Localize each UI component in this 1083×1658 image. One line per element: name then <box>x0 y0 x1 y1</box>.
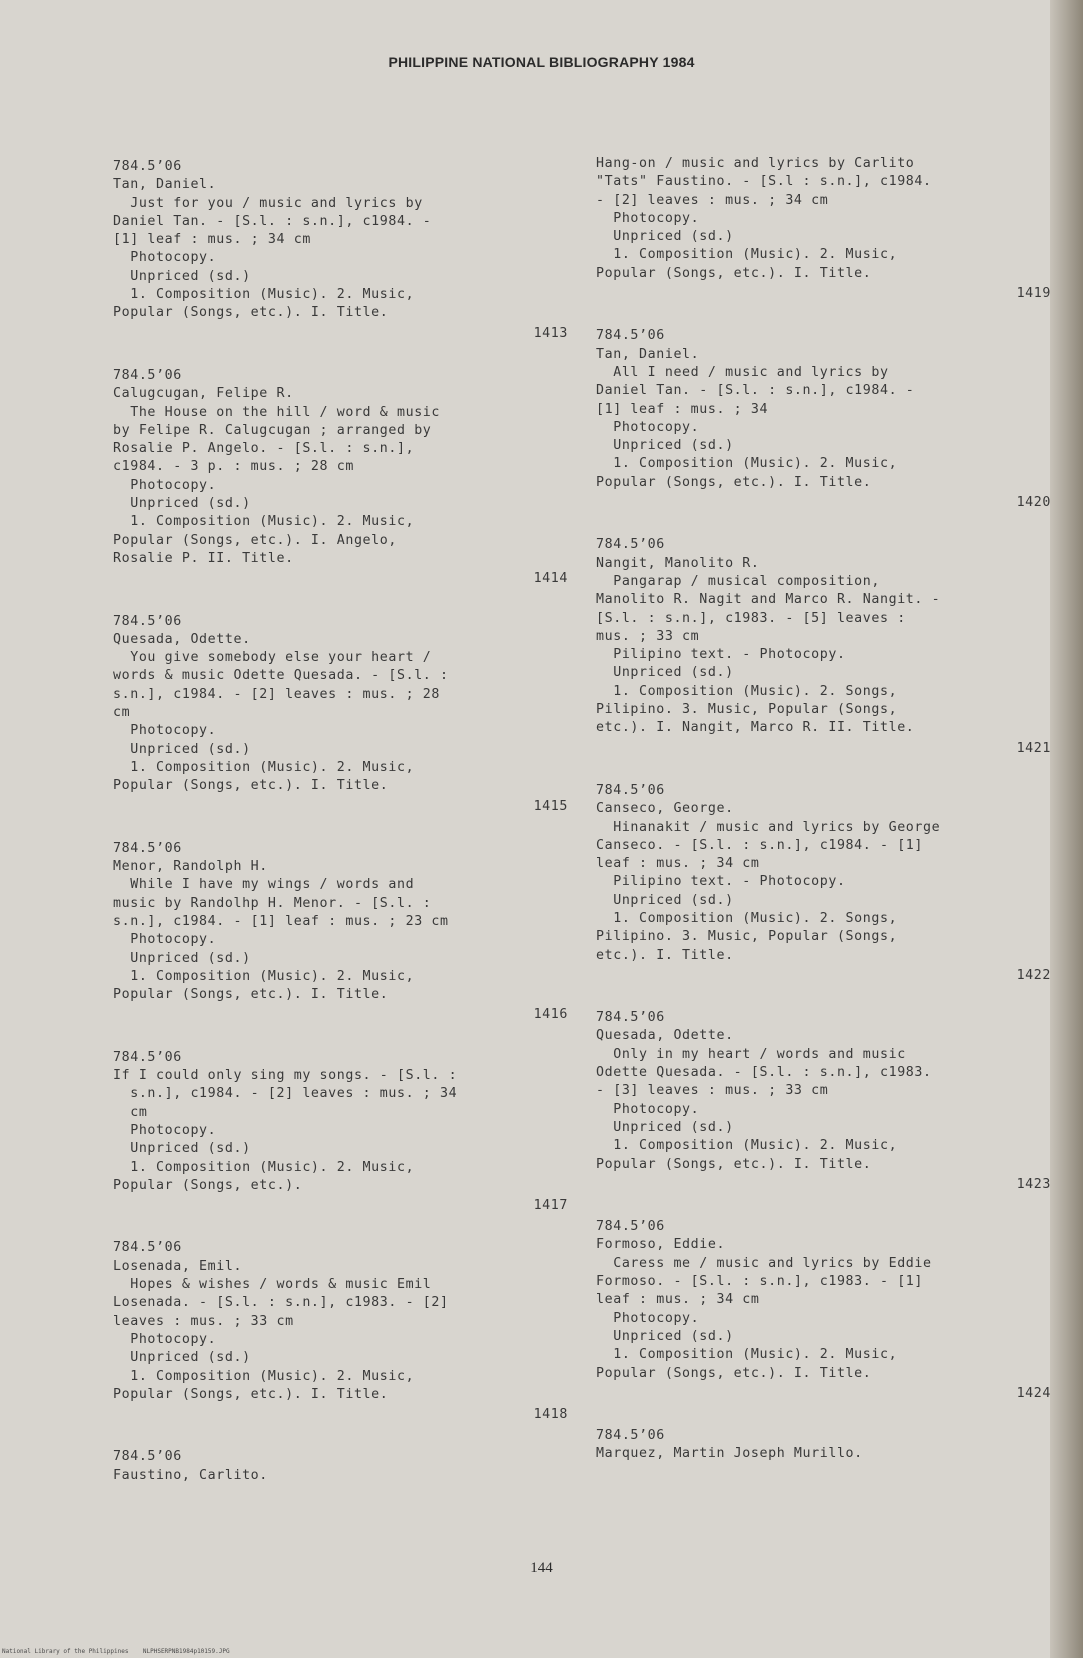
entry-line: Photocopy. <box>113 250 217 266</box>
entry-line: Photocopy. <box>113 932 217 948</box>
entry-line: - [3] leaves : mus. ; 33 cm <box>596 1083 829 1099</box>
bibliography-entry <box>113 1049 568 1216</box>
entry-line: Only in my heart / words and music <box>596 1046 906 1062</box>
bibliography-entry <box>113 367 568 589</box>
entry-line: Unpriced (sd.) <box>113 950 251 966</box>
entry-line: You give somebody else your heart / <box>113 650 432 666</box>
entry-line: 784.5’06 <box>596 537 665 553</box>
entry-line: Daniel Tan. - [S.l. : s.n.], c1984. - <box>596 383 915 399</box>
entry-line: Rosalie P. Angelo. - [S.l. : s.n.], <box>113 441 415 457</box>
entry-number: 1414 <box>533 571 568 587</box>
entry-number: 1422 <box>1016 967 1051 983</box>
entry-line: s.n.], c1984. - [2] leaves : mus. ; 34 <box>113 1086 458 1102</box>
entry-line: leaves : mus. ; 33 cm <box>113 1313 294 1329</box>
entry-line: 784.5’06 <box>596 328 665 344</box>
entry-line: etc.). I. Title. <box>596 947 734 963</box>
bibliography-entry <box>113 158 568 343</box>
entry-line: 1. Composition (Music). 2. Music, <box>596 456 898 472</box>
entry-line: Tan, Daniel. <box>113 177 217 193</box>
entry-line: 1. Composition (Music). 2. Music, <box>596 1347 898 1363</box>
page-edge-shadow <box>1050 0 1083 1658</box>
entry-number: 1421 <box>1016 740 1051 756</box>
entry-line: Marquez, Martin Joseph Murillo. <box>596 1446 863 1462</box>
entry-line: Losenada, Emil. <box>113 1258 243 1274</box>
entry-line: While I have my wings / words and <box>113 877 415 893</box>
entry-line: Photocopy. <box>596 419 700 435</box>
entry-number: 1417 <box>533 1198 568 1214</box>
entry-line: Formoso, Eddie. <box>596 1237 726 1253</box>
entry-line: Canseco, George. <box>596 801 734 817</box>
entry-line: cm <box>113 1104 148 1120</box>
entry-line: Popular (Songs, etc.). I. Title. <box>596 1156 872 1172</box>
entry-line: by Felipe R. Calugcugan ; arranged by <box>113 422 432 438</box>
entry-line: Unpriced (sd.) <box>113 268 251 284</box>
entry-line: Menor, Randolph H. <box>113 859 268 875</box>
entry-line: "Tats" Faustino. - [S.l : s.n.], c1984. <box>596 174 932 190</box>
entry-line: The House on the hill / word & music <box>113 404 441 420</box>
entry-line: Rosalie P. II. Title. <box>113 550 294 566</box>
entry-line: Popular (Songs, etc.). <box>113 1177 303 1193</box>
entry-line: Faustino, Carlito. <box>113 1467 268 1483</box>
entry-line: s.n.], c1984. - [2] leaves : mus. ; 28 <box>113 686 441 702</box>
entry-line: 784.5’06 <box>596 1428 665 1444</box>
entry-line: 784.5’06 <box>596 1219 665 1235</box>
entry-line: Pangarap / musical composition, <box>596 573 880 589</box>
bibliography-entry <box>113 613 568 816</box>
entry-line: 1. Composition (Music). 2. Music, <box>113 968 415 984</box>
entry-line: c1984. - 3 p. : mus. ; 28 cm <box>113 459 354 475</box>
entry-line: Unpriced (sd.) <box>113 496 251 512</box>
entry-line: Popular (Songs, etc.). I. Title. <box>596 474 872 490</box>
entry-line: 784.5’06 <box>113 613 182 629</box>
entry-line: 784.5’06 <box>113 1049 182 1065</box>
entry-line: Photocopy. <box>113 1122 217 1138</box>
entry-number: 1413 <box>533 325 568 341</box>
entry-line: Photocopy. <box>596 210 700 226</box>
entry-line: [1] leaf : mus. ; 34 <box>596 401 769 417</box>
entry-line: Pilipino text. - Photocopy. <box>596 647 846 663</box>
entry-line: leaf : mus. ; 34 cm <box>596 856 760 872</box>
entry-line: Canseco. - [S.l. : s.n.], c1984. - [1] <box>596 837 924 853</box>
entry-line: 784.5’06 <box>596 782 665 798</box>
entry-line: Photocopy. <box>596 1101 700 1117</box>
entry-line: Popular (Songs, etc.). I. Title. <box>113 778 389 794</box>
entry-line: Popular (Songs, etc.). I. Angelo, <box>113 532 397 548</box>
entry-line: Tan, Daniel. <box>596 346 700 362</box>
page-header-title: PHILIPPINE NATIONAL BIBLIOGRAPHY 1984 <box>388 54 695 70</box>
entry-line: 784.5’06 <box>113 367 182 383</box>
entry-line: 1. Composition (Music). 2. Music, <box>113 287 415 303</box>
bibliography-entry <box>596 327 1051 512</box>
entry-number <box>596 1466 1051 1484</box>
entry-line: 784.5’06 <box>113 1240 182 1256</box>
entry-line: Losenada. - [S.l. : s.n.], c1983. - [2] <box>113 1295 449 1311</box>
bibliography-entry <box>113 1448 568 1505</box>
entry-line: Popular (Songs, etc.). I. Title. <box>113 987 389 1003</box>
entry-line: Unpriced (sd.) <box>596 438 734 454</box>
entry-line: Photocopy. <box>596 1310 700 1326</box>
entry-number: 1424 <box>1016 1385 1051 1401</box>
bibliography-entry <box>113 840 568 1025</box>
bibliography-entry <box>113 1239 568 1424</box>
page-number: 144 <box>530 1560 553 1576</box>
entry-line: [1] leaf : mus. ; 34 cm <box>113 232 311 248</box>
bibliography-entry <box>596 782 1051 985</box>
entry-line: Manolito R. Nagit and Marco R. Nangit. - <box>596 592 941 608</box>
entry-line: Unpriced (sd.) <box>596 1119 734 1135</box>
bibliography-entry <box>596 1218 1051 1403</box>
entry-line: 1. Composition (Music). 2. Songs, <box>596 683 898 699</box>
entry-number <box>113 1487 568 1505</box>
entry-line: Daniel Tan. - [S.l. : s.n.], c1984. - <box>113 213 432 229</box>
entry-line: 784.5’06 <box>113 840 182 856</box>
entry-line: Photocopy. <box>113 723 217 739</box>
entry-line: cm <box>113 705 131 721</box>
scan-caption: National Library of the Philippines NLPHSERPNB1984p10159.JPG <box>2 1648 230 1655</box>
entry-line: Popular (Songs, etc.). I. Title. <box>596 265 872 281</box>
entry-line: Formoso. - [S.l. : s.n.], c1983. - [1] <box>596 1274 924 1290</box>
entry-line: - [2] leaves : mus. ; 34 cm <box>596 192 829 208</box>
entry-line: 1. Composition (Music). 2. Music, <box>113 1159 415 1175</box>
entry-number: 1423 <box>1016 1176 1051 1192</box>
right-column <box>596 155 1051 1508</box>
entry-line: Odette Quesada. - [S.l. : s.n.], c1983. <box>596 1065 932 1081</box>
left-column <box>113 158 568 1529</box>
entry-line: 784.5’06 <box>113 159 182 174</box>
entry-line: words & music Odette Quesada. - [S.l. : <box>113 668 449 684</box>
entry-line: Popular (Songs, etc.). I. Title. <box>113 1386 389 1402</box>
bibliography-entry <box>596 1427 1051 1484</box>
entry-line: Pilipino. 3. Music, Popular (Songs, <box>596 702 898 718</box>
entry-line: Popular (Songs, etc.). I. Title. <box>596 1365 872 1381</box>
entry-line: 1. Composition (Music). 2. Music, <box>113 1368 415 1384</box>
entry-line: Hinanakit / music and lyrics by George <box>596 819 941 835</box>
entry-line: etc.). I. Nangit, Marco R. II. Title. <box>596 720 915 736</box>
entry-line: Unpriced (sd.) <box>113 1350 251 1366</box>
entry-line: leaf : mus. ; 34 cm <box>596 1292 760 1308</box>
entry-number: 1418 <box>533 1407 568 1423</box>
entry-line: Popular (Songs, etc.). I. Title. <box>113 305 389 321</box>
entry-line: Unpriced (sd.) <box>596 229 734 245</box>
entry-line: Unpriced (sd.) <box>113 1141 251 1157</box>
entry-line: [S.l. : s.n.], c1983. - [5] leaves : <box>596 610 906 626</box>
entry-line: Unpriced (sd.) <box>596 1328 734 1344</box>
entry-line: s.n.], c1984. - [1] leaf : mus. ; 23 cm <box>113 913 449 929</box>
entry-line: 784.5’06 <box>596 1010 665 1026</box>
entry-number: 1416 <box>533 1007 568 1023</box>
entry-line: Hopes & wishes / words & music Emil <box>113 1277 432 1293</box>
entry-line: mus. ; 33 cm <box>596 628 700 644</box>
entry-line: 1. Composition (Music). 2. Music, <box>113 514 415 530</box>
entry-line: Calugcugan, Felipe R. <box>113 386 294 402</box>
entry-line: All I need / music and lyrics by <box>596 364 889 380</box>
entry-line: Hang-on / music and lyrics by Carlito <box>596 156 915 171</box>
entry-line: Pilipino. 3. Music, Popular (Songs, <box>596 929 898 945</box>
entry-line: Pilipino text. - Photocopy. <box>596 874 846 890</box>
entry-line: Quesada, Odette. <box>596 1028 734 1044</box>
bibliography-entry <box>596 1009 1051 1194</box>
entry-line: 1. Composition (Music). 2. Music, <box>596 247 898 263</box>
entry-line: Photocopy. <box>113 1331 217 1347</box>
entry-number: 1419 <box>1016 286 1051 302</box>
entry-line: music by Randolhp H. Menor. - [S.l. : <box>113 895 432 911</box>
bibliography-entry <box>596 536 1051 758</box>
entry-line: Quesada, Odette. <box>113 631 251 647</box>
entry-line: 1. Composition (Music). 2. Music, <box>596 1138 898 1154</box>
entry-line: Just for you / music and lyrics by <box>113 195 423 211</box>
entry-line: If I could only sing my songs. - [S.l. : <box>113 1068 458 1084</box>
entry-line: 784.5’06 <box>113 1449 182 1465</box>
entry-line: Unpriced (sd.) <box>596 665 734 681</box>
entry-line: Caress me / music and lyrics by Eddie <box>596 1255 932 1271</box>
entry-line: Unpriced (sd.) <box>113 741 251 757</box>
entry-number: 1420 <box>1016 495 1051 511</box>
entry-line: Photocopy. <box>113 477 217 493</box>
entry-line: 1. Composition (Music). 2. Music, <box>113 759 415 775</box>
entry-number: 1415 <box>533 798 568 814</box>
entry-line: 1. Composition (Music). 2. Songs, <box>596 910 898 926</box>
entry-line: Unpriced (sd.) <box>596 892 734 908</box>
bibliography-entry <box>596 155 1051 303</box>
entry-line: Nangit, Manolito R. <box>596 555 760 571</box>
